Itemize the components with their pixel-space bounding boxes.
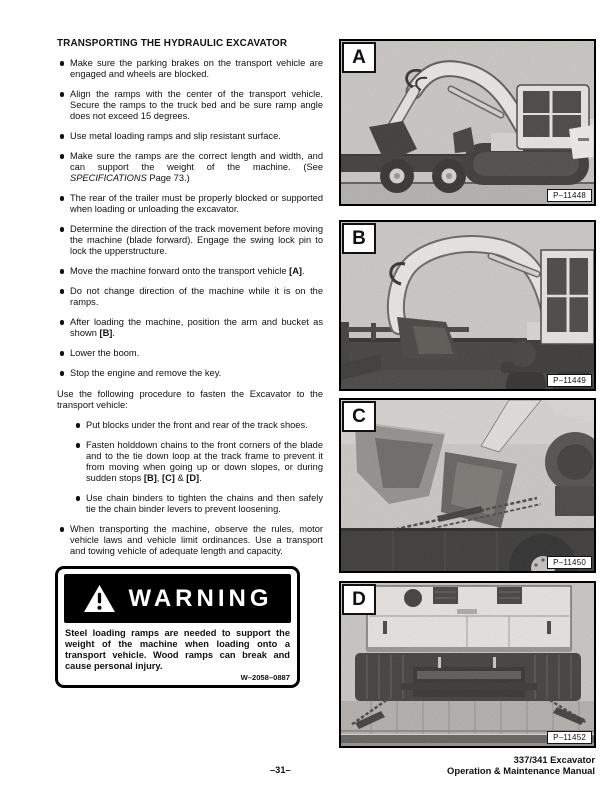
warning-body-text: Steel loading ramps are needed to support the weight of the machine when loading onto a transport vehicle. Wood ramps can break and cause personal injury. xyxy=(65,628,290,671)
bullet-text: Do not change direction of the machine while it is on the ramps. xyxy=(70,286,323,307)
list-item xyxy=(57,524,323,557)
bullet-text: Fasten holddown chains to the front corners of the blade and to the tie down loop at the track frame to prevent it from moving when going up or down slopes, or during sudden stops [B], [C] & [D]. xyxy=(86,440,323,483)
doc-title-line2: Operation & Maintenance Manual xyxy=(447,764,595,776)
bullet-icon xyxy=(60,320,64,324)
doc-title-line1: 337/341 Excavator xyxy=(513,754,595,765)
bullet-text: Lower the boom. xyxy=(70,348,140,358)
figure-photo-id: P–11450 xyxy=(547,556,592,570)
bullet-text: Put blocks under the front and rear of the track shoes. xyxy=(86,420,308,430)
figure-label: A xyxy=(342,42,376,73)
figure-label: C xyxy=(342,401,376,432)
bullet-icon xyxy=(60,154,64,158)
list-item xyxy=(57,131,323,142)
list-item xyxy=(73,440,323,484)
bullet-icon xyxy=(60,289,64,293)
warning-box xyxy=(55,566,300,688)
bullet-icon xyxy=(76,423,80,427)
figure-photo-id: P–11449 xyxy=(547,374,592,388)
list-item xyxy=(73,420,323,431)
bullet-text: Make sure the ramps are the correct length and width, and can support the weight of the machine. (See SPECIFICATIONS Page 73.) xyxy=(70,151,323,183)
list-item xyxy=(57,286,323,308)
figure-label: B xyxy=(342,223,376,254)
bullet-icon xyxy=(76,443,80,447)
figure-photo-id: P–11448 xyxy=(547,189,592,203)
list-item xyxy=(73,493,323,515)
figure-b xyxy=(339,220,596,391)
text-column xyxy=(57,38,323,688)
list-item xyxy=(57,151,323,184)
list-item xyxy=(57,224,323,257)
figure-photo-id: P–11452 xyxy=(547,731,592,745)
warning-triangle-icon xyxy=(83,584,116,613)
bullet-text: The rear of the trailer must be properly blocked or supported when loading or unloading the excavator. xyxy=(70,193,323,214)
bullet-text: Move the machine forward onto the transport vehicle [A]. xyxy=(70,266,305,276)
bullet-text: Align the ramps with the center of the transport vehicle. Secure the ramps to the truck bed and be sure ramp angle does not exceed 15 degrees. xyxy=(70,89,323,121)
transport-bullet-list xyxy=(57,58,323,379)
bullet-text: Make sure the parking brakes on the transport vehicle are engaged and wheels are blocked. xyxy=(70,58,323,79)
figure-c xyxy=(339,398,596,573)
bullet-icon xyxy=(60,134,64,138)
bullet-text: Stop the engine and remove the key. xyxy=(70,368,222,378)
doc-title-block xyxy=(447,755,595,776)
procedure-intro: Use the following procedure to fasten the Excavator to the transport vehicle: xyxy=(57,389,323,410)
warning-header xyxy=(64,574,291,623)
figure-label: D xyxy=(342,584,376,615)
bullet-icon xyxy=(60,269,64,273)
bullet-icon xyxy=(60,61,64,65)
list-item xyxy=(57,58,323,80)
list-item xyxy=(57,89,323,122)
figure-a xyxy=(339,39,596,206)
closing-bullet-list xyxy=(57,524,323,557)
warning-code: W–2058–0887 xyxy=(240,673,290,682)
bullet-icon xyxy=(76,496,80,500)
list-item xyxy=(57,348,323,359)
photo-b-image xyxy=(341,222,594,389)
fasten-bullet-list xyxy=(57,420,323,515)
bullet-icon xyxy=(60,227,64,231)
bullet-text: Use chain binders to tighten the chains and then safely tie the chain binder levers to prevent loosening. xyxy=(86,493,323,514)
section-title: TRANSPORTING THE HYDRAULIC EXCAVATOR xyxy=(57,38,288,49)
warning-title: WARNING xyxy=(128,584,273,612)
bullet-icon xyxy=(60,371,64,375)
bullet-text: Determine the direction of the track movement before moving the machine (blade forward). Engage the swing lock pin to lock the upperstructure. xyxy=(70,224,323,256)
list-item xyxy=(57,317,323,339)
figure-d xyxy=(339,581,596,748)
bullet-icon xyxy=(60,527,64,531)
list-item xyxy=(57,368,323,379)
bullet-text: When transporting the machine, observe the rules, motor vehicle laws and vehicle limit ordinances. Use a transport and towing vehicle of adequate length and capacity. xyxy=(70,524,323,556)
list-item xyxy=(57,266,323,277)
bullet-icon xyxy=(60,351,64,355)
bullet-text: Use metal loading ramps and slip resistant surface. xyxy=(70,131,281,141)
bullet-icon xyxy=(60,196,64,200)
photo-a-image xyxy=(341,41,594,204)
photo-d-image xyxy=(341,583,594,746)
bullet-text: After loading the machine, position the arm and bucket as shown [B]. xyxy=(70,317,323,338)
list-item xyxy=(57,193,323,215)
bullet-icon xyxy=(60,92,64,96)
page-number: –31– xyxy=(270,765,291,775)
photo-c-image xyxy=(341,400,594,571)
